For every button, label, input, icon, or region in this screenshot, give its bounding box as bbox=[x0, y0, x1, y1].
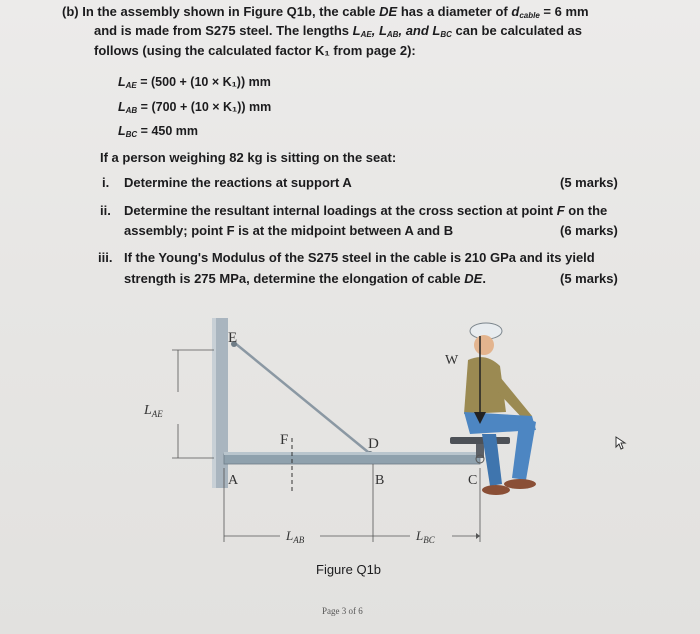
diameter-var: d bbox=[511, 4, 520, 19]
label-w: W bbox=[445, 353, 459, 368]
dim-lbc-arrow bbox=[476, 533, 480, 539]
question-1-marks: (5 marks) bbox=[560, 175, 618, 190]
diameter-value: = 6 mm bbox=[539, 4, 589, 19]
person-figure bbox=[464, 323, 536, 495]
figure-caption: Figure Q1b bbox=[316, 562, 382, 577]
intro-line-1 bbox=[62, 4, 589, 24]
intro-text-1a: In the assembly shown in Figure Q1b, the cable bbox=[82, 4, 380, 19]
formula-lae: $L_{AE} = (500 + (10 \times K_1))$ mm bbox=[118, 75, 271, 90]
label-c: C bbox=[468, 473, 478, 488]
shoe-back bbox=[482, 485, 510, 495]
cable-name: DE bbox=[379, 4, 398, 19]
label-d: D bbox=[368, 436, 379, 452]
head bbox=[474, 335, 494, 355]
beam-top bbox=[224, 452, 480, 455]
label-lae: $L_{AE}$ bbox=[144, 403, 163, 419]
question-2-line-2: assembly; point F is at the midpoint between A and B bbox=[124, 223, 454, 238]
question-3-line-2: strength is 275 MPa, determine the elongation of cable DE. bbox=[124, 271, 486, 286]
intro-text-1b: has a diameter of bbox=[397, 4, 512, 19]
condition-text: If a person weighing 82 kg is sitting on the seat: bbox=[100, 150, 397, 165]
intro-line-3: follows (using the calculated factor K₁ from page 2): bbox=[94, 43, 416, 58]
assembly-figure bbox=[140, 312, 550, 562]
intro-text-2a: and is made from S275 steel. The lengths bbox=[94, 23, 353, 38]
label-a: A bbox=[228, 473, 239, 488]
wall-edge bbox=[212, 318, 216, 488]
beam bbox=[224, 454, 480, 464]
question-2-number: ii. bbox=[100, 203, 111, 218]
question-3-marks: (5 marks) bbox=[560, 271, 618, 286]
intro-text-2b: can be calculated as bbox=[451, 23, 583, 38]
question-3-line-1: If the Young's Modulus of the S275 steel in the cable is 210 GPa and its yield bbox=[124, 250, 595, 265]
label-lbc: $L_{BC}$ bbox=[416, 528, 435, 545]
formula-lbc: $L_{BC} = 450$ mm bbox=[118, 124, 199, 139]
lengths-vars: $L_{AE}$, $L_{AB}$, and $L_{BC}$ bbox=[352, 23, 452, 39]
label-b: B bbox=[375, 473, 385, 488]
mouse-cursor-icon bbox=[614, 436, 628, 450]
formula-lab: $L_{AB} = (700 + (10 \times K_1))$ mm bbox=[118, 100, 272, 115]
question-3-number: iii. bbox=[98, 250, 113, 265]
question-2-marks: (6 marks) bbox=[560, 223, 618, 238]
label-f: F bbox=[280, 432, 289, 448]
label-e: E bbox=[228, 330, 238, 346]
label-lab: $L_{AB}$ bbox=[286, 528, 305, 545]
cable-de bbox=[236, 344, 368, 452]
question-1-text: Determine the reactions at support A bbox=[124, 175, 352, 190]
seat bbox=[450, 437, 510, 444]
diameter-sub: cable bbox=[519, 11, 540, 20]
question-2-line-1: Determine the resultant internal loadings at the cross section at point F on the bbox=[124, 203, 608, 218]
intro-line-2 bbox=[94, 23, 582, 43]
part-label: (b) bbox=[62, 4, 79, 19]
page-number: Page 3 of 6 bbox=[322, 606, 363, 616]
question-1-number: i. bbox=[102, 175, 110, 190]
shoe-front bbox=[504, 479, 536, 489]
